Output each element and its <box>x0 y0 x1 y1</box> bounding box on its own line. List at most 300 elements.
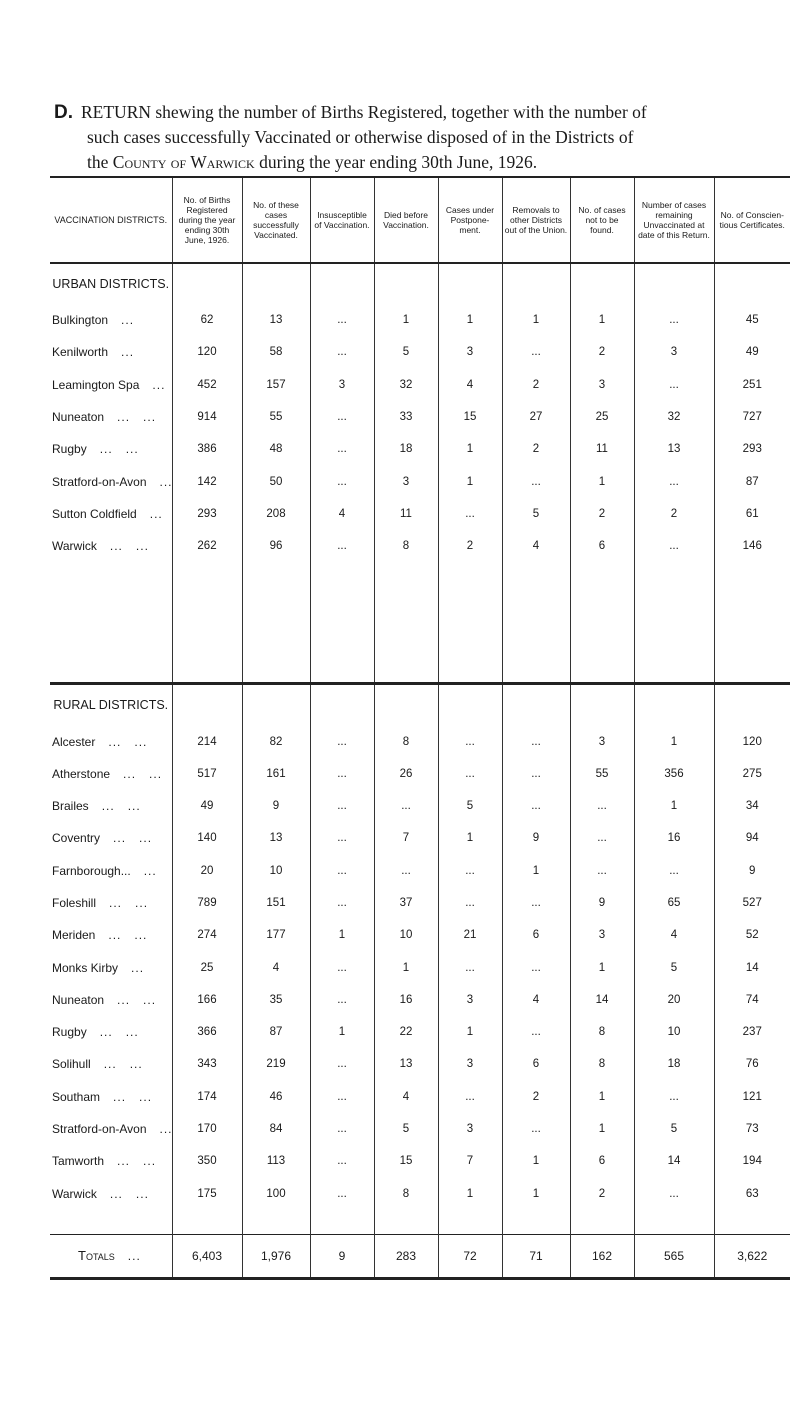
district-label: Warwick <box>52 539 97 554</box>
heading-line-3-start: the <box>87 152 113 172</box>
district-label: Stratford-on-Avon <box>52 1122 147 1137</box>
table-cell: ... <box>634 1178 714 1210</box>
table-cell: 3 <box>438 984 502 1016</box>
table-cell: 727 <box>714 401 790 433</box>
table-cell: 5 <box>374 336 438 368</box>
table-cell: 142 <box>172 465 242 497</box>
table-cell: 1 <box>570 465 634 497</box>
table-cell: 3 <box>570 725 634 757</box>
table-cell: 6 <box>570 1145 634 1177</box>
table-cell: 13 <box>242 304 310 336</box>
table-row <box>50 984 790 1016</box>
table-cell: 3,622 <box>714 1234 790 1278</box>
table-row <box>50 369 790 401</box>
table-cell: ... <box>374 790 438 822</box>
table-row <box>50 336 790 368</box>
table-cell: 8 <box>374 530 438 562</box>
leader-dots: ... ... <box>104 992 157 1007</box>
table-cell: 3 <box>438 1048 502 1080</box>
table-cell: ... <box>570 855 634 887</box>
table-cell: ... <box>502 790 570 822</box>
table-cell: 1 <box>374 304 438 336</box>
leader-dots: ... <box>108 345 135 360</box>
district-name <box>50 1145 172 1177</box>
table-cell: 4 <box>242 951 310 983</box>
table-cell: 262 <box>172 530 242 562</box>
table-cell: 58 <box>242 336 310 368</box>
table-cell: 4 <box>502 984 570 1016</box>
table-row <box>50 401 790 433</box>
district-name <box>50 822 172 854</box>
table-cell: 11 <box>374 498 438 530</box>
table-cell: 74 <box>714 984 790 1016</box>
return-heading <box>54 100 754 175</box>
section-letter: D. <box>54 102 73 123</box>
district-label: Sutton Coldfield <box>52 506 137 521</box>
table-cell: 293 <box>714 433 790 465</box>
section-header-row <box>50 263 790 304</box>
district-name <box>50 758 172 790</box>
table-cell: 20 <box>634 984 714 1016</box>
district-label: Monks Kirby <box>52 960 119 975</box>
table-cell: 157 <box>242 369 310 401</box>
table-cell: 13 <box>634 433 714 465</box>
district-label: Atherstone <box>52 766 111 781</box>
table-cell: 13 <box>242 822 310 854</box>
table-cell: 55 <box>242 401 310 433</box>
table-cell: 1 <box>634 790 714 822</box>
district-name <box>50 498 172 530</box>
table-cell: 49 <box>172 790 242 822</box>
table-cell: ... <box>502 951 570 983</box>
district-name <box>50 951 172 983</box>
table-cell: ... <box>310 1178 374 1210</box>
table-cell: 10 <box>634 1016 714 1048</box>
column-header: No. of Births Registered during the year ending 30th June, 1926. <box>172 177 242 263</box>
table-cell: 14 <box>634 1145 714 1177</box>
table-row <box>50 1081 790 1113</box>
table-cell: 76 <box>714 1048 790 1080</box>
district-name <box>50 919 172 951</box>
table-cell: 6,403 <box>172 1234 242 1278</box>
table-cell: 65 <box>634 887 714 919</box>
table-cell: 25 <box>172 951 242 983</box>
table-cell: 25 <box>570 401 634 433</box>
district-name <box>50 530 172 562</box>
table-row <box>50 1048 790 1080</box>
district-name <box>50 369 172 401</box>
district-label: Warwick <box>52 1186 97 1201</box>
table-cell: 8 <box>374 725 438 757</box>
table-cell: 1 <box>570 1081 634 1113</box>
table-cell: 1 <box>502 855 570 887</box>
table-cell: 565 <box>634 1234 714 1278</box>
table-cell: 4 <box>438 369 502 401</box>
district-label: Coventry <box>52 831 101 846</box>
table-cell: 94 <box>714 822 790 854</box>
table-row <box>50 1178 790 1210</box>
table-cell: ... <box>310 984 374 1016</box>
table-cell: 7 <box>374 822 438 854</box>
table-cell: 35 <box>242 984 310 1016</box>
leader-dots: ... ... <box>104 1154 157 1169</box>
district-name <box>50 984 172 1016</box>
table-cell: 4 <box>634 919 714 951</box>
leader-dots: ... <box>114 1249 141 1264</box>
table-cell: 350 <box>172 1145 242 1177</box>
table-cell: 9 <box>714 855 790 887</box>
district-label: Solihull <box>52 1057 91 1072</box>
column-header: Insusceptible of Vaccination. <box>310 177 374 263</box>
district-name <box>50 855 172 887</box>
table-cell: 49 <box>714 336 790 368</box>
table-cell: 6 <box>502 919 570 951</box>
table-cell: 6 <box>570 530 634 562</box>
table-cell: 517 <box>172 758 242 790</box>
table-cell: 3 <box>438 336 502 368</box>
table-cell: ... <box>502 465 570 497</box>
header-row <box>50 177 790 263</box>
table-cell: 1 <box>634 725 714 757</box>
column-header: Cases under Postpone-ment. <box>438 177 502 263</box>
table-cell: 527 <box>714 887 790 919</box>
table-cell: 1 <box>570 304 634 336</box>
spacer-row <box>50 622 790 684</box>
table-cell: 166 <box>172 984 242 1016</box>
table-row <box>50 465 790 497</box>
table-cell: 87 <box>242 1016 310 1048</box>
table-cell: ... <box>438 498 502 530</box>
table-cell: ... <box>502 1113 570 1145</box>
column-header: Number of cases remaining Unvaccinated at date of this Return. <box>634 177 714 263</box>
table-row <box>50 1234 790 1278</box>
table-cell: 343 <box>172 1048 242 1080</box>
table-row <box>50 887 790 919</box>
table-cell: 72 <box>438 1234 502 1278</box>
district-name <box>50 1113 172 1145</box>
table-cell: 1 <box>438 304 502 336</box>
leader-dots: ... ... <box>96 1186 149 1201</box>
table-cell: 3 <box>570 919 634 951</box>
table-cell: 63 <box>714 1178 790 1210</box>
leader-dots: ... ... <box>96 896 149 910</box>
district-label: Nuneaton <box>52 992 105 1007</box>
table-cell: 7 <box>438 1145 502 1177</box>
district-label: Kenilworth <box>52 345 109 360</box>
district-name <box>50 304 172 336</box>
table-cell: ... <box>310 433 374 465</box>
table-cell: 5 <box>634 1113 714 1145</box>
table-cell: 84 <box>242 1113 310 1145</box>
district-name <box>50 433 172 465</box>
table-row <box>50 790 790 822</box>
table-cell: 3 <box>438 1113 502 1145</box>
table-cell: 3 <box>634 336 714 368</box>
table-cell: 366 <box>172 1016 242 1048</box>
district-label: Leamington Spa <box>52 377 140 392</box>
table-cell: ... <box>310 336 374 368</box>
district-name <box>50 1016 172 1048</box>
table-cell: ... <box>634 530 714 562</box>
table-cell: ... <box>310 401 374 433</box>
table-cell: ... <box>438 855 502 887</box>
column-header: No. of these cases successfully Vaccinated. <box>242 177 310 263</box>
table-cell: 162 <box>570 1234 634 1278</box>
table-cell: 45 <box>714 304 790 336</box>
leader-dots: ... ... <box>86 1025 139 1040</box>
table-cell: 2 <box>502 433 570 465</box>
table-cell: 275 <box>714 758 790 790</box>
table-row <box>50 1016 790 1048</box>
table-cell: 27 <box>502 401 570 433</box>
table-cell: ... <box>502 887 570 919</box>
table-cell: 34 <box>714 790 790 822</box>
table-cell: 120 <box>714 725 790 757</box>
leader-dots: ... ... <box>110 766 163 781</box>
district-name <box>50 725 172 757</box>
table-row <box>50 919 790 951</box>
table-cell: 120 <box>172 336 242 368</box>
table-cell: 151 <box>242 887 310 919</box>
table-cell: ... <box>310 822 374 854</box>
section-label: RURAL DISTRICTS. <box>50 684 172 726</box>
district-label: Foleshill <box>52 896 97 910</box>
table-cell: 3 <box>374 465 438 497</box>
spacer-row <box>50 562 790 622</box>
table-cell: ... <box>310 1048 374 1080</box>
leader-dots: ... <box>146 1122 173 1137</box>
leader-dots: ... <box>139 377 166 392</box>
district-label: Totals <box>78 1248 115 1264</box>
column-header: Removals to other Districts out of the Union. <box>502 177 570 263</box>
table-cell: 9 <box>570 887 634 919</box>
table-cell: ... <box>310 1113 374 1145</box>
county-name: County of Warwick <box>112 152 255 172</box>
table-row <box>50 530 790 562</box>
heading-line-1: RETURN shewing the number of Births Registered, together with the number of <box>81 102 647 122</box>
table-cell: 283 <box>374 1234 438 1278</box>
table-cell: 4 <box>310 498 374 530</box>
district-name <box>50 465 172 497</box>
leader-dots: ... <box>136 506 163 521</box>
leader-dots: ... ... <box>100 1089 153 1104</box>
district-name <box>50 336 172 368</box>
table-cell: ... <box>438 725 502 757</box>
table-cell: 16 <box>634 822 714 854</box>
table-cell: 2 <box>634 498 714 530</box>
table-row <box>50 822 790 854</box>
table-cell: 1 <box>502 304 570 336</box>
table-cell: 161 <box>242 758 310 790</box>
table-cell: 1 <box>438 1178 502 1210</box>
district-label: Alcester <box>52 734 96 749</box>
table-cell: 1 <box>310 1016 374 1048</box>
table-cell: 48 <box>242 433 310 465</box>
column-header: No. of cases not to be found. <box>570 177 634 263</box>
table-cell: 175 <box>172 1178 242 1210</box>
table-cell: 1 <box>570 1113 634 1145</box>
table-cell: ... <box>310 1145 374 1177</box>
district-label: Stratford-on-Avon <box>52 474 147 489</box>
table-cell: ... <box>310 855 374 887</box>
district-name <box>50 401 172 433</box>
leader-dots: ... <box>108 313 135 328</box>
section-header-row <box>50 684 790 726</box>
table-row <box>50 758 790 790</box>
table-cell: ... <box>310 1081 374 1113</box>
table-cell: 1 <box>570 951 634 983</box>
district-name <box>50 1081 172 1113</box>
table-row <box>50 498 790 530</box>
table-cell: 8 <box>570 1016 634 1048</box>
table-cell: 3 <box>570 369 634 401</box>
table-row <box>50 1145 790 1177</box>
table-cell: 4 <box>374 1081 438 1113</box>
district-label: Bulkington <box>52 313 109 328</box>
district-name <box>50 1048 172 1080</box>
table-cell: ... <box>570 790 634 822</box>
district-name <box>50 1234 172 1278</box>
leader-dots: ... <box>130 863 157 878</box>
table-cell: ... <box>310 725 374 757</box>
table-cell: 62 <box>172 304 242 336</box>
district-label: Farnborough... <box>52 863 131 878</box>
table-cell: ... <box>310 790 374 822</box>
district-name <box>50 887 172 919</box>
table-cell: ... <box>438 758 502 790</box>
table-cell: 1 <box>502 1145 570 1177</box>
district-label: Southam <box>52 1089 101 1104</box>
table-cell: ... <box>634 855 714 887</box>
table-row <box>50 304 790 336</box>
column-header: VACCINATION DISTRICTS. <box>50 177 172 263</box>
table-cell: 71 <box>502 1234 570 1278</box>
table-cell: 18 <box>634 1048 714 1080</box>
table-cell: 46 <box>242 1081 310 1113</box>
table-cell: 789 <box>172 887 242 919</box>
table-cell: 5 <box>502 498 570 530</box>
table-cell: 61 <box>714 498 790 530</box>
table-cell: ... <box>570 822 634 854</box>
table-cell: 10 <box>242 855 310 887</box>
table-cell: 1 <box>374 951 438 983</box>
table-cell: 1 <box>310 919 374 951</box>
table-cell: 208 <box>242 498 310 530</box>
spacer-row <box>50 1210 790 1235</box>
table-cell: 15 <box>438 401 502 433</box>
table-cell: ... <box>502 725 570 757</box>
table-cell: ... <box>438 1081 502 1113</box>
table-cell: 1 <box>438 433 502 465</box>
district-label: Nuneaton <box>52 410 105 425</box>
table-cell: 9 <box>242 790 310 822</box>
district-label: Meriden <box>52 928 96 943</box>
table-cell: 21 <box>438 919 502 951</box>
table-cell: 2 <box>438 530 502 562</box>
table-cell: 100 <box>242 1178 310 1210</box>
district-label: Rugby <box>52 442 87 457</box>
table-cell: 1 <box>502 1178 570 1210</box>
table-cell: ... <box>310 887 374 919</box>
table-cell: ... <box>634 465 714 497</box>
table-cell: 2 <box>570 336 634 368</box>
table-cell: 293 <box>172 498 242 530</box>
table-cell: ... <box>310 758 374 790</box>
table-cell: 177 <box>242 919 310 951</box>
table-cell: 37 <box>374 887 438 919</box>
table-cell: ... <box>502 1016 570 1048</box>
table-cell: 214 <box>172 725 242 757</box>
table-cell: 1 <box>438 465 502 497</box>
table-cell: 20 <box>172 855 242 887</box>
table-cell: 1,976 <box>242 1234 310 1278</box>
table-cell: ... <box>634 304 714 336</box>
table-cell: 194 <box>714 1145 790 1177</box>
table-cell: 1 <box>438 1016 502 1048</box>
leader-dots: ... ... <box>104 410 157 425</box>
table-cell: ... <box>438 951 502 983</box>
table-cell: 452 <box>172 369 242 401</box>
table-row <box>50 951 790 983</box>
section-label: URBAN DISTRICTS. <box>52 276 170 291</box>
table-row <box>50 855 790 887</box>
table-cell: 6 <box>502 1048 570 1080</box>
table-cell: 121 <box>714 1081 790 1113</box>
table-cell: 11 <box>570 433 634 465</box>
table-cell: 13 <box>374 1048 438 1080</box>
heading-line-3 <box>54 150 754 175</box>
table-cell: ... <box>310 304 374 336</box>
table-cell: ... <box>374 855 438 887</box>
table-cell: 50 <box>242 465 310 497</box>
leader-dots: ... <box>146 474 173 489</box>
table-cell: 5 <box>438 790 502 822</box>
table-cell: 5 <box>374 1113 438 1145</box>
table-cell: 9 <box>310 1234 374 1278</box>
table-row <box>50 725 790 757</box>
table-cell: 5 <box>634 951 714 983</box>
table-cell: 15 <box>374 1145 438 1177</box>
table-cell: 146 <box>714 530 790 562</box>
table-cell: 16 <box>374 984 438 1016</box>
table-cell: 219 <box>242 1048 310 1080</box>
table-cell: 2 <box>502 369 570 401</box>
table-cell: 8 <box>374 1178 438 1210</box>
table-cell: 14 <box>570 984 634 1016</box>
leader-dots: ... ... <box>95 928 148 943</box>
table-cell: ... <box>310 951 374 983</box>
table-cell: 73 <box>714 1113 790 1145</box>
table-cell: ... <box>310 465 374 497</box>
district-name <box>50 1178 172 1210</box>
table-cell: ... <box>310 530 374 562</box>
heading-line-3-end: during the year ending 30th June, 1926. <box>254 152 538 172</box>
table-cell: 82 <box>242 725 310 757</box>
leader-dots: ... ... <box>100 831 153 846</box>
table-cell: ... <box>502 758 570 790</box>
table-cell: 26 <box>374 758 438 790</box>
table-cell: 174 <box>172 1081 242 1113</box>
table-cell: 96 <box>242 530 310 562</box>
table-cell: 2 <box>570 1178 634 1210</box>
table-cell: 55 <box>570 758 634 790</box>
table-cell: 10 <box>374 919 438 951</box>
table-cell: 140 <box>172 822 242 854</box>
table-cell: ... <box>634 369 714 401</box>
table-cell: 22 <box>374 1016 438 1048</box>
table-cell: 237 <box>714 1016 790 1048</box>
table-cell: 356 <box>634 758 714 790</box>
